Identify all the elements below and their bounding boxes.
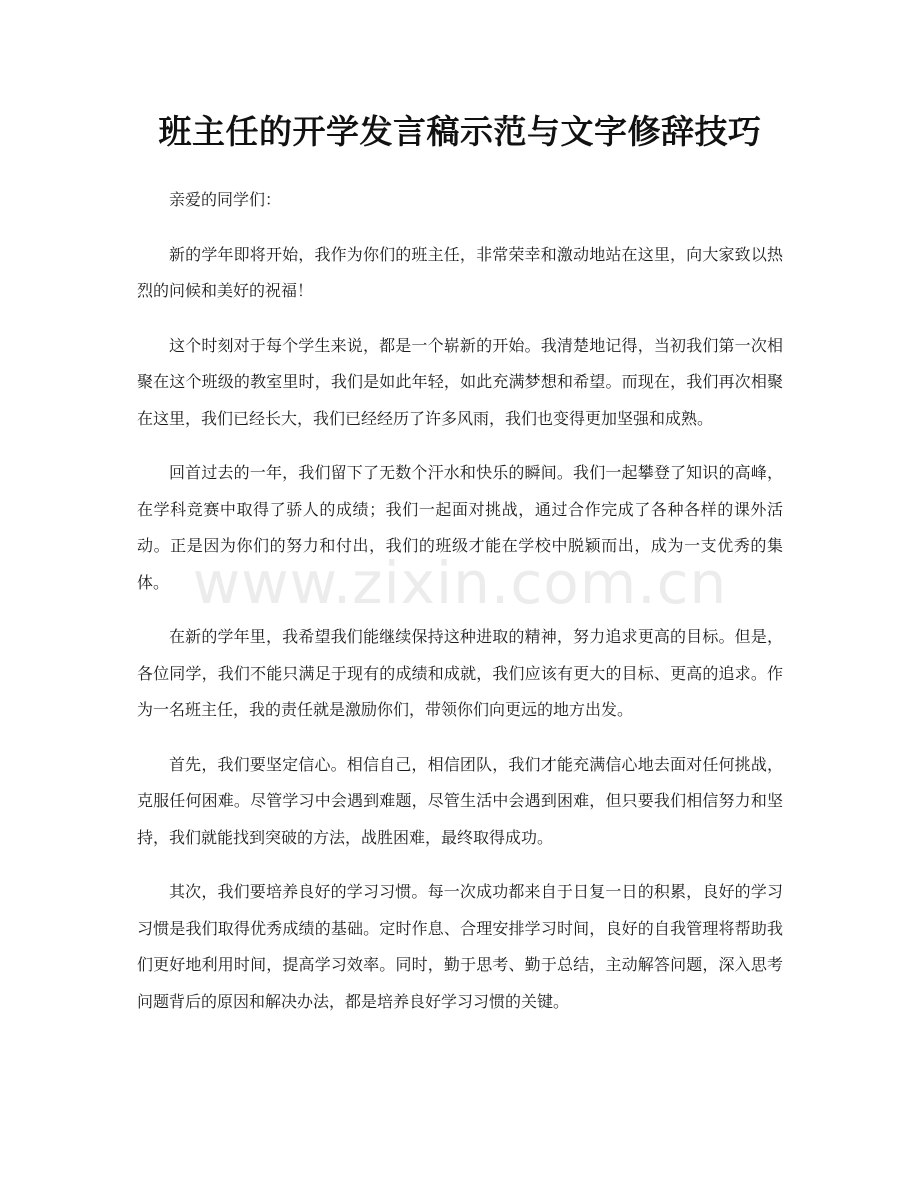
paragraph: 新的学年即将开始，我作为你们的班主任，非常荣幸和激动地站在这里，向大家致以热烈的问候和美好的祝福！ — [137, 244, 783, 300]
paragraph: 回首过去的一年，我们留下了无数个汗水和快乐的瞬间。我们一起攀登了知识的高峰，在学科竞赛中取得了骄人的成绩；我们一起面对挑战，通过合作完成了各种各样的课外活动。正是因为你们的努力和付出，我们的班级才能在学校中脱颖而出，成为一支优秀的集体。 — [137, 463, 783, 592]
paragraph: 这个时刻对于每个学生来说，都是一个崭新的开始。我清楚地记得，当初我们第一次相聚在这个班级的教室里时，我们是如此年轻，如此充满梦想和希望。而现在，我们再次相聚在这里，我们已经长大，我们已经经历了许多风雨，我们也变得更加坚强和成熟。 — [137, 335, 783, 428]
document-body — [137, 182, 783, 1038]
paragraph: 首先，我们要坚定信心。相信自己，相信团队，我们才能充满信心地去面对任何挑战，克服任何困难。尽管学习中会遇到难题，尽管生活中会遇到困难，但只要我们相信努力和坚持，我们就能找到突破的方法，战胜困难，最终取得成功。 — [137, 754, 783, 847]
greeting: 亲爱的同学们： — [169, 190, 282, 209]
document-title: 班主任的开学发言稿示范与文字修辞技巧 — [158, 112, 762, 151]
watermark: www.zixin.com.cn — [192, 549, 728, 617]
paragraph: 在新的学年里，我希望我们能继续保持这种进取的精神，努力追求更高的目标。但是，各位同学，我们不能只满足于现有的成绩和成就，我们应该有更大的目标、更高的追求。作为一名班主任，我的责任就是激励你们，带领你们向更远的地方出发。 — [137, 627, 783, 719]
paragraph: 其次，我们要培养良好的学习习惯。每一次成功都来自于日复一日的积累，良好的学习习惯是我们取得优秀成绩的基础。定时作息、合理安排学习时间，良好的自我管理将帮助我们更好地利用时间，提高学习效率。同时，勤于思考、勤于总结，主动解答问题，深入思考问题背后的原因和解决办法，都是培养良好学习习惯的关键。 — [137, 882, 783, 1011]
